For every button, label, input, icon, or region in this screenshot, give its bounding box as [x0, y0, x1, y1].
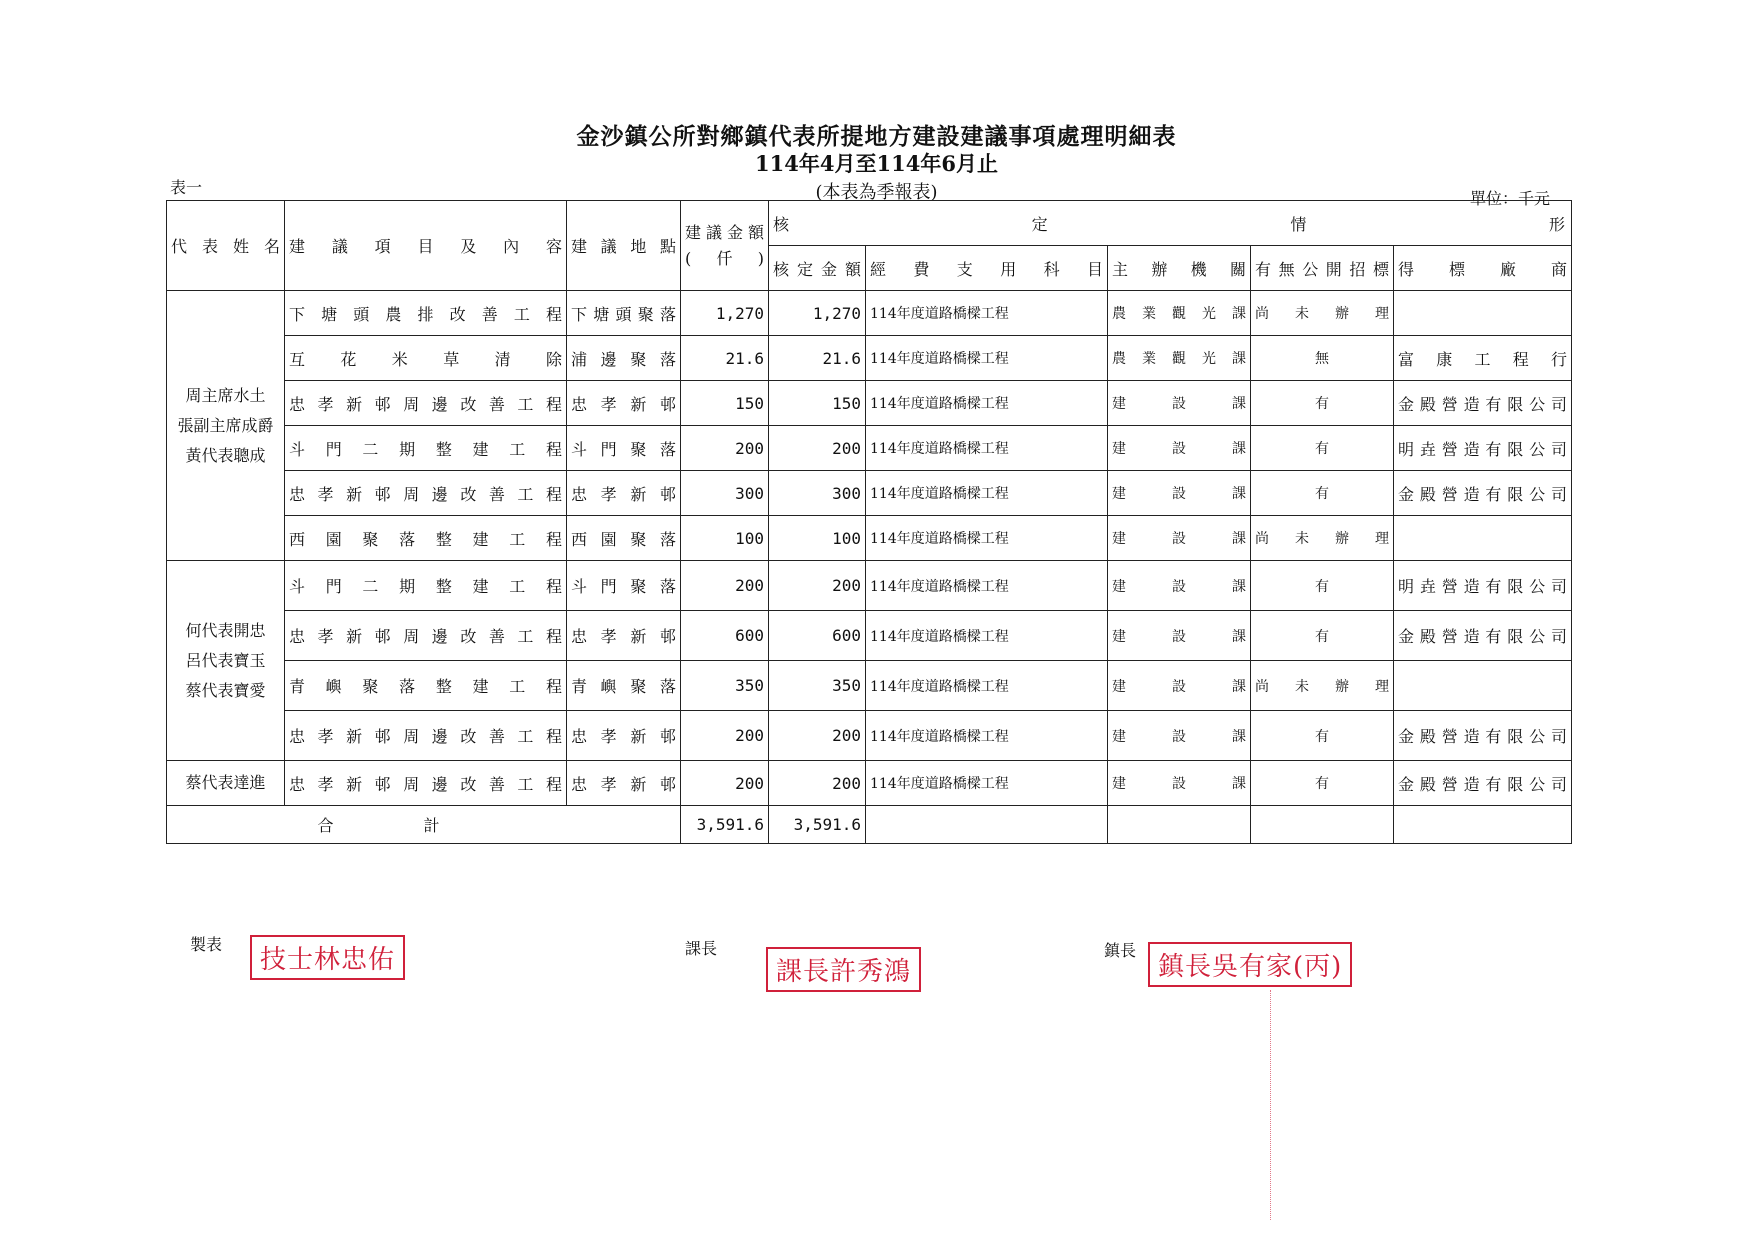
cell-amount: 600: [681, 611, 769, 661]
cell-winner: [1394, 516, 1572, 561]
cell-amount: 200: [681, 761, 769, 806]
cell-agency: 建設課: [1108, 516, 1251, 561]
cell-tender: 尚未辦理: [1251, 516, 1394, 561]
cell-tender: 尚未辦理: [1251, 661, 1394, 711]
cell-location: 浦邊聚落: [567, 336, 681, 381]
cell-amount: 200: [681, 426, 769, 471]
cell-winner: 金殿營造有限公司: [1394, 611, 1572, 661]
total-amount: 3,591.6: [681, 806, 769, 844]
cell-item: 忠孝新邨周邊改善工程: [285, 711, 567, 761]
table-row: [167, 761, 1572, 806]
cell-location: 忠孝新邨: [567, 611, 681, 661]
table-row: [167, 561, 1572, 611]
cell-approved: 200: [769, 561, 866, 611]
cell-approved: 150: [769, 381, 866, 426]
maker-stamp: 技士林忠佑: [250, 935, 405, 980]
cell-location: 西園聚落: [567, 516, 681, 561]
rep-name: 周主席水土: [185, 385, 266, 405]
header-approved-group: 核定情形: [769, 201, 1572, 246]
detail-table: [166, 200, 1572, 844]
cell-tender: 有: [1251, 711, 1394, 761]
cell-tender: 有: [1251, 761, 1394, 806]
rep-name: 蔡代表達進: [185, 773, 266, 792]
cell-subject: 114年度道路橋樑工程: [866, 711, 1108, 761]
cell-location: 下塘頭聚落: [567, 291, 681, 336]
cell-agency: 建設課: [1108, 471, 1251, 516]
cell-item: 斗門二期整建工程: [285, 426, 567, 471]
cell-winner: 明垚營造有限公司: [1394, 426, 1572, 471]
cell-location: 青嶼聚落: [567, 661, 681, 711]
cell-agency: 建設課: [1108, 711, 1251, 761]
cell-amount: 100: [681, 516, 769, 561]
cell-item: 忠孝新邨周邊改善工程: [285, 381, 567, 426]
cell-tender: 尚未辦理: [1251, 291, 1394, 336]
cell-approved: 200: [769, 426, 866, 471]
cell-amount: 150: [681, 381, 769, 426]
cell-location: 忠孝新邨: [567, 761, 681, 806]
header-location: 建議地點: [567, 201, 681, 291]
rep-name: 張副主席成爵: [177, 415, 274, 435]
cell-tender: 有: [1251, 426, 1394, 471]
cell-agency: 農業觀光課: [1108, 336, 1251, 381]
mayor-stamp: 鎮長吳有家(丙): [1148, 942, 1352, 987]
table-label: 表一: [170, 178, 203, 197]
chief-label: 課長: [685, 939, 718, 958]
header-amount-line1: 建議金額: [685, 222, 764, 242]
total-label: 合計: [167, 806, 681, 844]
cell-amount: 300: [681, 471, 769, 516]
cell-item: 忠孝新邨周邊改善工程: [285, 611, 567, 661]
cell-agency: 建設課: [1108, 611, 1251, 661]
rep-name: 蔡代表寶愛: [185, 680, 266, 700]
cell-location: 忠孝新邨: [567, 471, 681, 516]
rep-name: 呂代表寶玉: [185, 650, 266, 670]
cell-subject: 114年度道路橋樑工程: [866, 611, 1108, 661]
document-title: 金沙鎮公所對鄉鎮代表所提地方建設建議事項處理明細表: [576, 123, 1177, 150]
header-unit-in-charge: 主辦機關: [1108, 246, 1251, 291]
rep-names-cell: [167, 761, 285, 806]
header-rep: 代表姓名: [167, 201, 285, 291]
header-item: 建議項目及內容: [285, 201, 567, 291]
cell-subject: 114年度道路橋樑工程: [866, 291, 1108, 336]
cell-item: 西園聚落整建工程: [285, 516, 567, 561]
header-amount-line2: (仟): [685, 248, 764, 268]
cell-winner: [1394, 661, 1572, 711]
cell-tender: 有: [1251, 611, 1394, 661]
cell-tender: 有: [1251, 471, 1394, 516]
cell-amount: 21.6: [681, 336, 769, 381]
total-approved: 3,591.6: [769, 806, 866, 844]
rep-name: 何代表開忠: [185, 620, 266, 640]
cell-location: 斗門聚落: [567, 561, 681, 611]
cell-agency: 建設課: [1108, 761, 1251, 806]
cell-subject: 114年度道路橋樑工程: [866, 381, 1108, 426]
total-empty-cell: [866, 806, 1108, 844]
table-row: [167, 611, 1572, 661]
report-period: 114年4月至114年6月止: [755, 151, 998, 176]
cell-item: 青嶼聚落整建工程: [285, 661, 567, 711]
cell-tender: 有: [1251, 561, 1394, 611]
cell-approved: 200: [769, 761, 866, 806]
table-row: [167, 291, 1572, 336]
rep-names-cell: [167, 291, 285, 561]
cell-agency: 建設課: [1108, 426, 1251, 471]
chief-stamp: 課長許秀鴻: [766, 947, 921, 992]
cell-subject: 114年度道路橋樑工程: [866, 761, 1108, 806]
cell-approved: 300: [769, 471, 866, 516]
cell-location: 斗門聚落: [567, 426, 681, 471]
cell-winner: 金殿營造有限公司: [1394, 471, 1572, 516]
table-row: [167, 471, 1572, 516]
table-row: [167, 661, 1572, 711]
cell-location: 忠孝新邨: [567, 381, 681, 426]
maker-label: 製表: [190, 935, 223, 954]
cell-item: 忠孝新邨周邊改善工程: [285, 761, 567, 806]
cell-subject: 114年度道路橋樑工程: [866, 426, 1108, 471]
mayor-label: 鎮長: [1104, 941, 1137, 960]
header-approved-amount: 核定金額: [769, 246, 866, 291]
cell-tender: 有: [1251, 381, 1394, 426]
cell-winner: 明垚營造有限公司: [1394, 561, 1572, 611]
cell-approved: 100: [769, 516, 866, 561]
cell-winner: 富康工程行: [1394, 336, 1572, 381]
report-note: (本表為季報表): [815, 182, 938, 203]
cell-item: 忠孝新邨周邊改善工程: [285, 471, 567, 516]
total-row: [167, 806, 1572, 844]
cell-winner: 金殿營造有限公司: [1394, 381, 1572, 426]
total-empty-cell: [1394, 806, 1572, 844]
cell-approved: 200: [769, 711, 866, 761]
cell-winner: 金殿營造有限公司: [1394, 711, 1572, 761]
rep-names-cell: [167, 561, 285, 761]
cell-subject: 114年度道路橋樑工程: [866, 661, 1108, 711]
cell-item: 下塘頭農排改善工程: [285, 291, 567, 336]
table-row: [167, 336, 1572, 381]
cell-winner: [1394, 291, 1572, 336]
table-row: [167, 711, 1572, 761]
cell-item: 斗門二期整建工程: [285, 561, 567, 611]
cell-item: 互花米草清除: [285, 336, 567, 381]
header-winner: 得標廠商: [1394, 246, 1572, 291]
header-budget-subject: 經費支用科目: [866, 246, 1108, 291]
cell-amount: 350: [681, 661, 769, 711]
cell-location: 忠孝新邨: [567, 711, 681, 761]
header-amount: [681, 201, 769, 291]
cell-agency: 建設課: [1108, 561, 1251, 611]
cell-amount: 1,270: [681, 291, 769, 336]
cell-amount: 200: [681, 561, 769, 611]
total-empty-cell: [1251, 806, 1394, 844]
cell-winner: 金殿營造有限公司: [1394, 761, 1572, 806]
stamp-bleed-mark: [1270, 990, 1277, 1220]
cell-approved: 350: [769, 661, 866, 711]
unit-label: 單位：千元: [1470, 189, 1551, 208]
cell-approved: 1,270: [769, 291, 866, 336]
total-empty-cell: [1108, 806, 1251, 844]
table-row: [167, 426, 1572, 471]
cell-agency: 建設課: [1108, 661, 1251, 711]
cell-approved: 21.6: [769, 336, 866, 381]
cell-subject: 114年度道路橋樑工程: [866, 471, 1108, 516]
cell-amount: 200: [681, 711, 769, 761]
table-row: [167, 516, 1572, 561]
cell-subject: 114年度道路橋樑工程: [866, 561, 1108, 611]
cell-subject: 114年度道路橋樑工程: [866, 336, 1108, 381]
header-tender: 有無公開招標: [1251, 246, 1394, 291]
cell-agency: 建設課: [1108, 381, 1251, 426]
table-row: [167, 381, 1572, 426]
cell-approved: 600: [769, 611, 866, 661]
cell-subject: 114年度道路橋樑工程: [866, 516, 1108, 561]
cell-agency: 農業觀光課: [1108, 291, 1251, 336]
cell-tender: 無: [1251, 336, 1394, 381]
rep-name: 黃代表聰成: [185, 445, 266, 465]
